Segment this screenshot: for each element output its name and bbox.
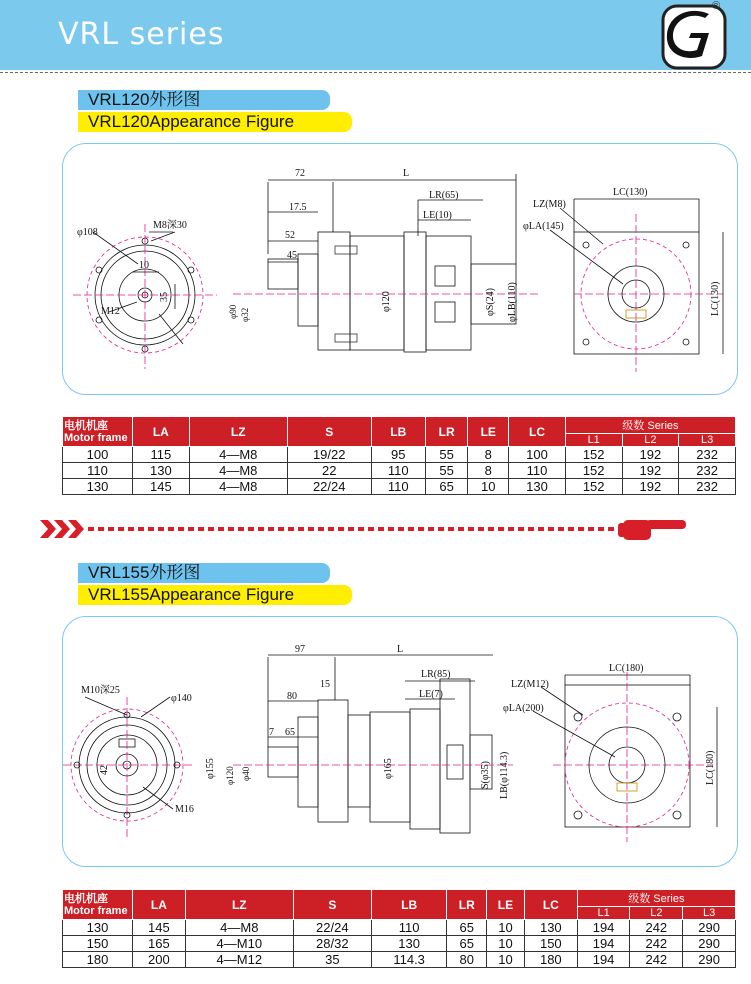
table-cell: 110 [371, 479, 425, 495]
col-header: S [287, 417, 371, 447]
col-header: LA [133, 890, 186, 920]
table-row [63, 447, 736, 463]
dim-label: M8深30 [153, 220, 187, 231]
header-divider [0, 72, 751, 73]
table-cell: 22 [287, 463, 371, 479]
dim-label: LZ(M12) [511, 679, 549, 690]
table-cell: 110 [371, 463, 425, 479]
section1-spec-table [62, 416, 736, 495]
col-header: LC [509, 417, 566, 447]
dim-label: 35 [159, 292, 170, 302]
dim-label: S(φ35) [480, 761, 491, 789]
table-cell: 100 [509, 447, 566, 463]
table-cell: 22/24 [287, 479, 371, 495]
table-cell: 95 [371, 447, 425, 463]
table-cell: 152 [565, 463, 622, 479]
table-cell: 200 [133, 952, 186, 968]
table-cell: 232 [679, 463, 736, 479]
table-cell: 35 [293, 952, 371, 968]
section-divider-arrow [40, 514, 700, 544]
logo-text: GAM [683, 58, 705, 68]
dim-label: 7 [269, 727, 274, 738]
table-cell: 165 [133, 936, 186, 952]
section2-drawing [62, 616, 738, 867]
col-header: S [293, 890, 371, 920]
table-cell: 130 [509, 479, 566, 495]
page-header [0, 0, 751, 70]
dim-label: 17.5 [289, 202, 307, 213]
table-cell: 28/32 [293, 936, 371, 952]
table-cell: 4—M8 [189, 447, 287, 463]
table-cell: 242 [630, 936, 683, 952]
dim-label: φ90 [228, 304, 238, 319]
section2-label-en: VRL155Appearance Figure [78, 585, 352, 605]
table-cell: 55 [425, 463, 467, 479]
table-cell: 110 [371, 920, 447, 936]
table-cell: 242 [630, 920, 683, 936]
series-sub-header: L3 [683, 907, 736, 920]
registered-mark: ® [712, 0, 721, 12]
side-view [205, 644, 513, 833]
dim-label: 42 [99, 765, 110, 775]
table-cell: 80 [447, 952, 487, 968]
series-sub-header: L2 [622, 434, 679, 447]
front-view [63, 684, 194, 837]
page-title: VRL series [58, 17, 225, 52]
col-header: LC [524, 890, 577, 920]
table-cell: 4—M8 [185, 920, 293, 936]
col-header: LZ [185, 890, 293, 920]
table-cell: 22/24 [293, 920, 371, 936]
series-sub-header: L1 [565, 434, 622, 447]
dim-label: φ40 [241, 766, 251, 781]
frame-header: 电机机座 Motor frame [63, 417, 133, 447]
table-cell: 110 [63, 463, 133, 479]
section2-spec-table [62, 889, 736, 968]
dim-label: φ155 [205, 758, 216, 779]
dim-label: 65 [285, 727, 295, 738]
side-view [228, 168, 538, 352]
table-cell: 194 [577, 952, 630, 968]
table-cell: 10 [486, 936, 524, 952]
table-cell: 130 [133, 463, 190, 479]
dim-label: LB(φ114.3) [499, 751, 510, 799]
table-cell: 192 [622, 479, 679, 495]
pointing-hand-icon [618, 520, 686, 540]
dim-label: LC(180) [705, 750, 716, 785]
table-row [63, 920, 736, 936]
table-cell: 152 [565, 479, 622, 495]
dim-label: LC(180) [609, 663, 644, 674]
dim-label: 10 [139, 260, 149, 271]
table-cell: 65 [447, 920, 487, 936]
dim-label: 72 [295, 168, 305, 179]
dim-label: LC(130) [710, 281, 721, 316]
dim-label: 15 [320, 679, 330, 690]
table-cell: 4—M8 [189, 479, 287, 495]
dim-label: φLB(110) [507, 282, 518, 322]
dim-label: φ165 [383, 758, 394, 779]
table-cell: 180 [63, 952, 133, 968]
table-cell: 115 [133, 447, 190, 463]
col-header: LE [486, 890, 524, 920]
dim-label: φ32 [240, 307, 250, 322]
dim-label: 97 [295, 644, 305, 655]
col-header: LB [371, 890, 447, 920]
table-cell: 8 [468, 447, 509, 463]
dim-label: φ120 [381, 291, 392, 312]
series-header: 级数 Series [577, 890, 735, 907]
dim-label: L [397, 644, 404, 655]
dim-label: φ120 [225, 766, 235, 785]
end-view [523, 187, 723, 372]
section1-label-en: VRL120Appearance Figure [78, 112, 352, 132]
table-cell: 232 [679, 447, 736, 463]
table-cell: 65 [425, 479, 467, 495]
table-cell: 4—M8 [189, 463, 287, 479]
table-cell: 290 [683, 936, 736, 952]
series-header: 级数 Series [565, 417, 735, 434]
col-header: LR [447, 890, 487, 920]
chevron-right-icon [40, 520, 84, 538]
table-row [63, 952, 736, 968]
section2-label-cn: VRL155外形图 [78, 563, 330, 583]
table-cell: 10 [486, 920, 524, 936]
table-cell: 10 [468, 479, 509, 495]
front-view [73, 219, 217, 369]
section1-drawing [62, 143, 738, 395]
table-cell: 130 [371, 936, 447, 952]
table-cell: 290 [683, 920, 736, 936]
table-row [63, 463, 736, 479]
dim-label: LC(130) [613, 187, 648, 198]
table-cell: 114.3 [371, 952, 447, 968]
table-cell: 130 [63, 920, 133, 936]
dim-label: φS(24) [485, 288, 496, 316]
table-cell: 55 [425, 447, 467, 463]
table-cell: 242 [630, 952, 683, 968]
table-cell: 130 [63, 479, 133, 495]
col-header: LR [425, 417, 467, 447]
dim-label: 52 [285, 230, 295, 241]
table-row [63, 936, 736, 952]
dim-label: φ108 [77, 227, 98, 238]
table-row [63, 479, 736, 495]
table-cell: 232 [679, 479, 736, 495]
series-sub-header: L2 [630, 907, 683, 920]
table-cell: 290 [683, 952, 736, 968]
dim-label: LE(10) [423, 210, 452, 221]
dim-label: 80 [287, 691, 297, 702]
section1-label-cn: VRL120外形图 [78, 90, 330, 110]
table-cell: 150 [63, 936, 133, 952]
dim-label: LR(65) [429, 190, 459, 201]
table-cell: 65 [447, 936, 487, 952]
table-cell: 10 [486, 952, 524, 968]
col-header: LA [133, 417, 190, 447]
dim-label: φLA(200) [503, 703, 544, 714]
dim-label: M12 [101, 306, 120, 317]
col-header: LB [371, 417, 425, 447]
dim-label: M10深25 [81, 685, 120, 696]
table-cell: 110 [509, 463, 566, 479]
dim-label: L [403, 168, 410, 179]
series-sub-header: L3 [679, 434, 736, 447]
table-cell: 152 [565, 447, 622, 463]
table-cell: 150 [524, 936, 577, 952]
table-cell: 4—M10 [185, 936, 293, 952]
table-cell: 145 [133, 920, 186, 936]
table-cell: 100 [63, 447, 133, 463]
table-cell: 194 [577, 920, 630, 936]
series-sub-header: L1 [577, 907, 630, 920]
gam-logo [655, 0, 735, 72]
table-cell: 194 [577, 936, 630, 952]
dim-label: φLA(145) [523, 221, 564, 232]
table-cell: 192 [622, 447, 679, 463]
dim-label: 45 [287, 250, 297, 261]
end-view [503, 663, 717, 842]
table-cell: 4—M12 [185, 952, 293, 968]
table-cell: 19/22 [287, 447, 371, 463]
table-cell: 130 [524, 920, 577, 936]
col-header: LE [468, 417, 509, 447]
table-cell: 192 [622, 463, 679, 479]
dim-label: M16 [175, 804, 194, 815]
col-header: LZ [189, 417, 287, 447]
dim-label: LZ(M8) [533, 199, 566, 210]
dim-label: φ140 [171, 693, 192, 704]
dim-label: LE(7) [419, 689, 443, 700]
frame-header: 电机机座 Motor frame [63, 890, 133, 920]
table-cell: 8 [468, 463, 509, 479]
dim-label: LR(85) [421, 669, 451, 680]
table-cell: 180 [524, 952, 577, 968]
table-cell: 145 [133, 479, 190, 495]
